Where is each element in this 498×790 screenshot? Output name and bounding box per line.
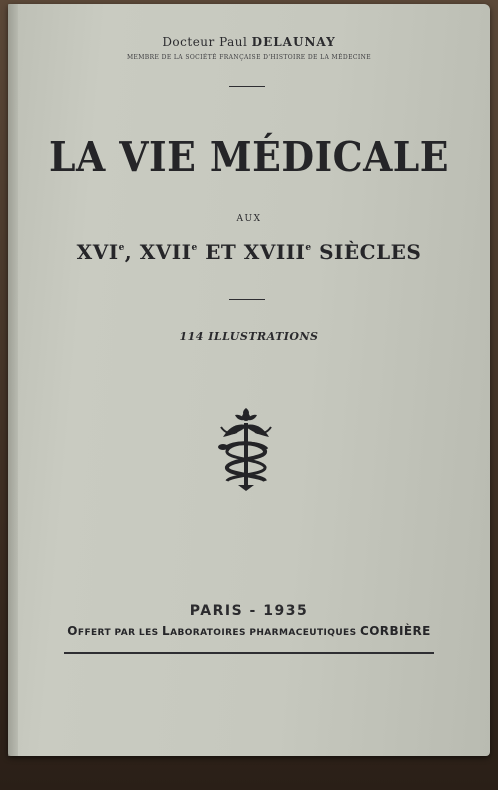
book-cover <box>8 4 490 756</box>
century-3-sup: e <box>305 243 312 253</box>
divider-middle <box>229 299 265 300</box>
century-1: XVI <box>76 240 119 264</box>
publication-place-year: PARIS - 1935 <box>189 603 309 619</box>
divider-top <box>229 86 265 87</box>
author-name: DELAUNAY <box>251 35 336 49</box>
century-separator: , <box>124 240 133 264</box>
offer-text: FFERT PAR LES <box>77 628 163 638</box>
title-aux: AUX <box>236 214 262 224</box>
book-spine-edge <box>8 4 18 756</box>
centuries-subtitle <box>0 240 498 264</box>
century-2-sup: e <box>191 243 198 253</box>
brand-name: CORBIÈRE <box>360 624 431 638</box>
divider-bottom <box>64 652 434 654</box>
laboratoires-text: ABORATOIRES PHARMACEUTIQUES <box>170 628 360 638</box>
author-line <box>0 35 498 49</box>
offer-line <box>0 624 498 638</box>
siecles-word: SIÈCLES <box>319 240 422 264</box>
century-3: XVIII <box>243 240 306 264</box>
century-1-sup: e <box>118 243 125 253</box>
caduceus-emblem-icon <box>211 405 281 491</box>
offer-initial-o: O <box>67 624 78 638</box>
author-prefix: Docteur Paul <box>162 35 248 49</box>
illustrations-count: 114 ILLUSTRATIONS <box>179 330 319 343</box>
offer-initial-l: L <box>162 624 171 638</box>
century-2: XVII <box>139 240 192 264</box>
conjunction-et: ET <box>205 240 237 264</box>
author-society: MEMBRE DE LA SOCIÉTÉ FRANÇAISE D'HISTOIRE DE LA MÉDECINE <box>126 54 372 61</box>
book-title: LA VIE MÉDICALE <box>48 133 450 181</box>
